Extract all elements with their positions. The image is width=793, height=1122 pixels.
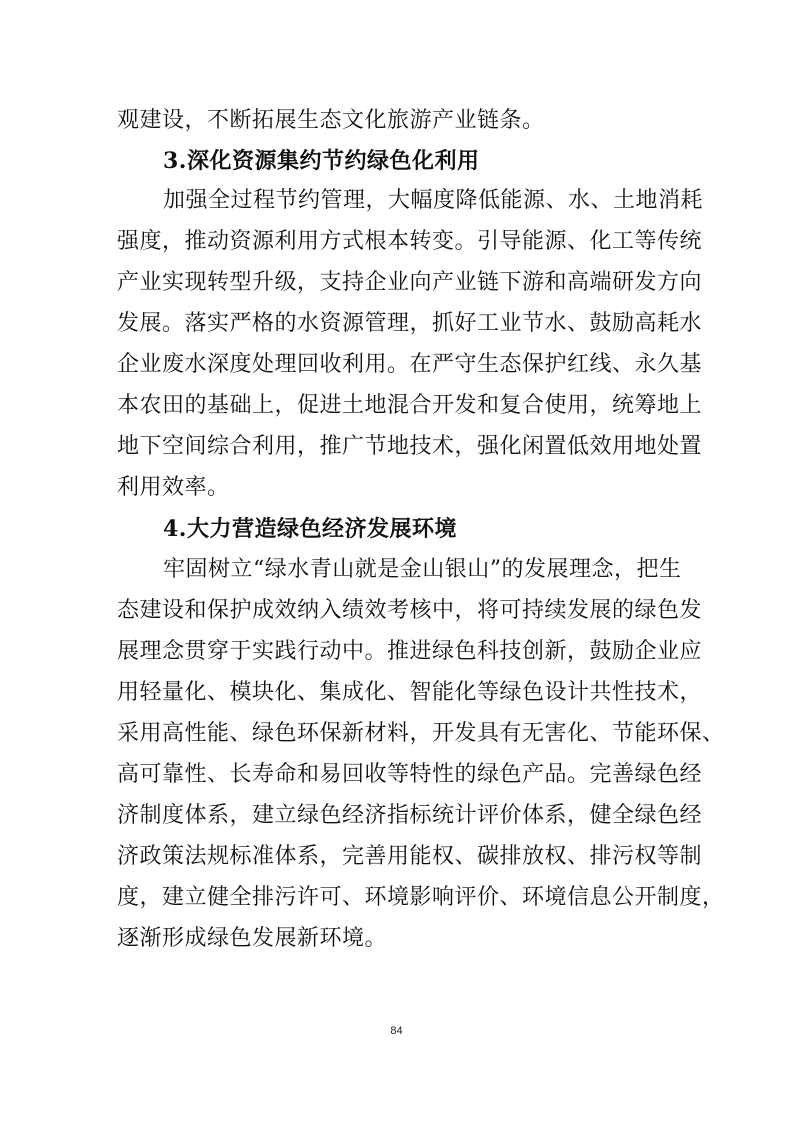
paragraph-line: 展理念贯穿于实践行动中。推进绿色科技创新，鼓励企业应 (117, 639, 703, 664)
paragraph-line: 观建设，不断拓展生态文化旅游产业链条。 (117, 108, 545, 133)
paragraph-line: 牢固树立“绿水青山就是金山银山”的发展理念，把生 (163, 557, 682, 582)
section-heading: 3.深化资源集约节约绿色化利用 (163, 148, 480, 174)
paragraph-line: 用轻量化、模块化、集成化、智能化等绿色设计共性技术， (117, 680, 703, 705)
paragraph-line: 济制度体系，建立绿色经济指标统计评价体系，健全绿色经 (117, 803, 703, 828)
section-heading: 4.大力营造绿色经济发展环境 (163, 516, 457, 542)
paragraph-line: 本农田的基础上，促进土地混合开发和复合使用，统筹地上 (117, 393, 703, 418)
paragraph-line: 利用效率。 (117, 475, 230, 500)
paragraph-line: 态建设和保护成效纳入绩效考核中，将可持续发展的绿色发 (117, 598, 703, 623)
paragraph-line: 加强全过程节约管理，大幅度降低能源、水、土地消耗 (163, 188, 704, 213)
paragraph-line: 度，建立健全排污许可、环境影响评价、环境信息公开制度， (117, 885, 725, 910)
paragraph-line: 发展。落实严格的水资源管理，抓好工业节水、鼓励高耗水 (117, 311, 703, 336)
paragraph-line: 地下空间综合利用，推广节地技术，强化闲置低效用地处置 (117, 434, 703, 459)
paragraph-line: 逐渐形成绿色发展新环境。 (117, 926, 388, 951)
paragraph-line: 企业废水深度处理回收利用。在严守生态保护红线、永久基 (117, 352, 703, 377)
paragraph-line: 采用高性能、绿色环保新材料，开发具有无害化、节能环保、 (117, 721, 725, 746)
paragraph-line: 高可靠性、长寿命和易回收等特性的绿色产品。完善绿色经 (117, 762, 703, 787)
paragraph-line: 强度，推动资源利用方式根本转变。引导能源、化工等传统 (117, 229, 703, 254)
page-number: 84 (390, 1025, 403, 1037)
paragraph-line: 济政策法规标准体系，完善用能权、碳排放权、排污权等制 (117, 844, 703, 869)
paragraph-line: 产业实现转型升级，支持企业向产业链下游和高端研发方向 (117, 270, 703, 295)
